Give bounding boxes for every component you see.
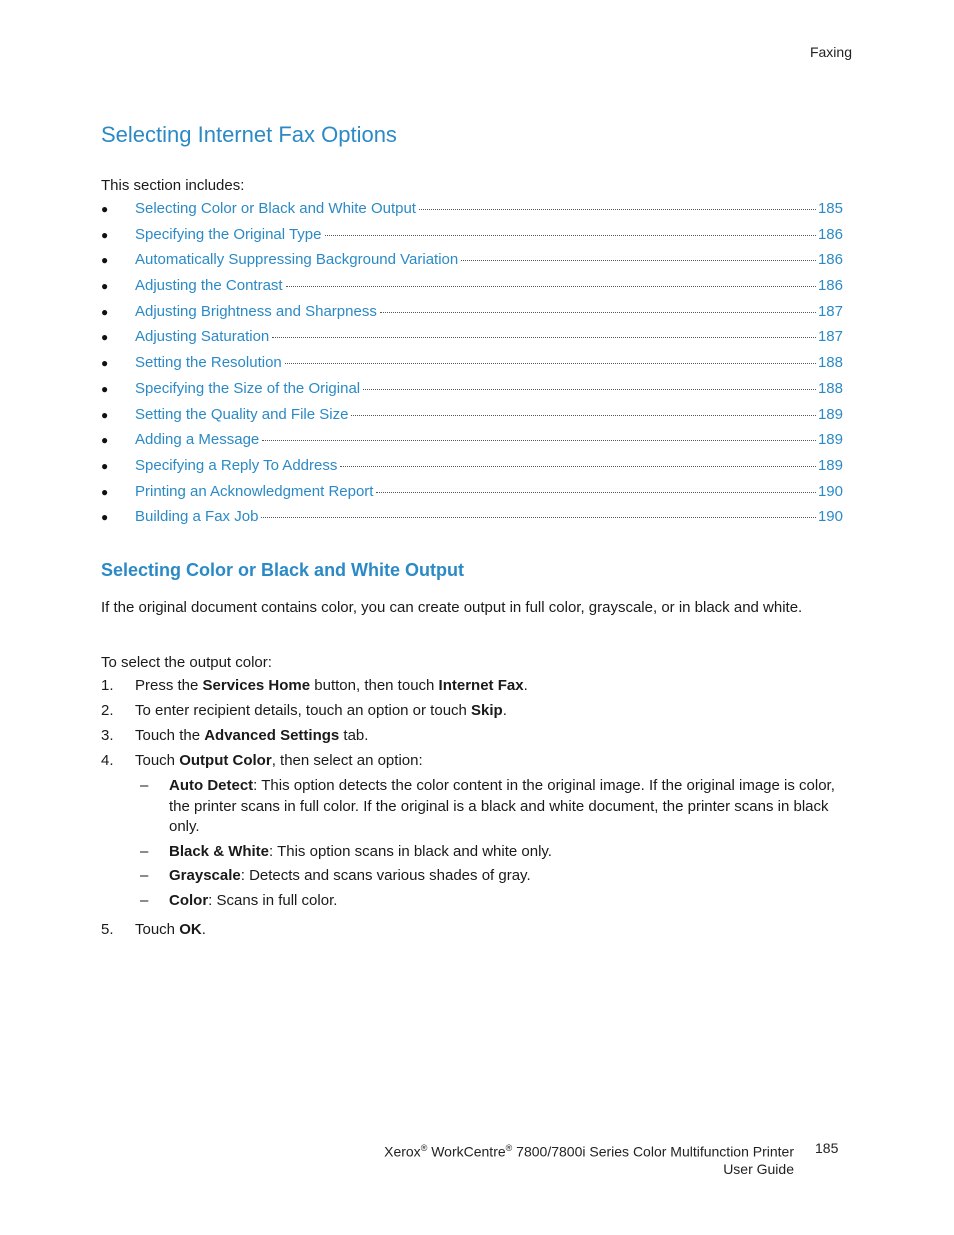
option-term: Auto Detect: [169, 777, 254, 794]
toc-link[interactable]: Adjusting Saturation: [135, 328, 270, 346]
option-item: – Black & White: This option scans in black and white only.: [135, 842, 843, 863]
toc-item[interactable]: [101, 277, 843, 303]
bullet-icon: ●: [101, 510, 109, 525]
bullet-icon: ●: [101, 458, 109, 473]
toc-page-number[interactable]: 186: [817, 251, 843, 269]
toc-leader-dots: [419, 209, 816, 210]
procedure-step: [101, 751, 843, 915]
toc-page-number[interactable]: 189: [817, 456, 843, 474]
ui-term: OK: [179, 921, 202, 938]
bullet-icon: ●: [101, 202, 109, 216]
table-of-contents: [101, 200, 843, 534]
toc-leader-dots: [351, 415, 816, 416]
ui-term: Skip: [471, 702, 503, 719]
section-intro: This section includes:: [101, 177, 245, 194]
step-number: 2.: [101, 702, 114, 719]
toc-item[interactable]: [101, 354, 843, 380]
toc-item[interactable]: [101, 328, 843, 354]
toc-page-number[interactable]: 186: [817, 225, 843, 243]
footer-product-line: Xerox® WorkCentre® 7800/7800i Series Color Multifunction Printer: [384, 1143, 794, 1160]
procedure-steps: [101, 676, 843, 945]
toc-page-number[interactable]: 187: [817, 328, 843, 346]
toc-page-number[interactable]: 188: [817, 379, 843, 397]
dash-icon: –: [140, 842, 149, 860]
toc-page-number[interactable]: 186: [817, 277, 843, 295]
ui-term: Services Home: [202, 677, 311, 694]
toc-link[interactable]: Specifying the Size of the Original: [135, 379, 361, 397]
toc-item[interactable]: [101, 406, 843, 432]
bullet-icon: ●: [101, 279, 109, 294]
dash-icon: –: [140, 777, 149, 794]
running-header: Faxing: [809, 44, 852, 60]
toc-page-number[interactable]: 185: [817, 200, 843, 217]
toc-page-number[interactable]: 190: [817, 482, 843, 500]
toc-leader-dots: [262, 440, 816, 441]
procedure-step: [101, 920, 843, 940]
toc-leader-dots: [340, 466, 816, 467]
toc-leader-dots: [376, 492, 815, 493]
toc-link[interactable]: Selecting Color or Black and White Output: [135, 200, 416, 217]
section-heading: Selecting Color or Black and White Output: [101, 560, 465, 580]
ui-term: Internet Fax: [438, 677, 524, 694]
body-paragraph: If the original document contains color, you can create output in full color, grayscale, or in black and white.: [101, 599, 803, 616]
toc-item[interactable]: [101, 200, 843, 226]
toc-item[interactable]: [101, 431, 843, 457]
toc-item[interactable]: [101, 380, 843, 406]
toc-page-number[interactable]: 190: [817, 508, 843, 526]
toc-link[interactable]: Building a Fax Job: [135, 508, 259, 526]
toc-link[interactable]: Automatically Suppressing Background Variation: [135, 251, 459, 269]
option-term: Grayscale: [169, 867, 241, 884]
page-footer: [384, 1140, 794, 1178]
bullet-icon: ●: [101, 484, 109, 499]
toc-item[interactable]: [101, 483, 843, 509]
step-number: 1.: [101, 677, 114, 694]
step-number: 4.: [101, 752, 114, 769]
toc-leader-dots: [272, 337, 816, 338]
toc-link[interactable]: Printing an Acknowledgment Report: [135, 482, 374, 500]
toc-page-number[interactable]: 189: [817, 431, 843, 449]
page-number: 185: [815, 1140, 839, 1156]
bullet-icon: ●: [101, 227, 109, 242]
step-text: Touch Output Color, then select an option: – Auto Detect: This option detects the color content in the original image. If the original image is color, the printer scans in full color. If the original is a black and white document, the printer scans in black only. – Black & White: This option scans in black and white only. – Grayscale: Detects and scans various shades of gray. – Color: Scans in full color.: [135, 751, 843, 915]
toc-link[interactable]: Adding a Message: [135, 431, 260, 449]
toc-leader-dots: [285, 363, 816, 364]
toc-item[interactable]: [101, 303, 843, 329]
ui-term: Advanced Settings: [204, 727, 340, 744]
toc-page-number[interactable]: 187: [817, 302, 843, 320]
toc-link[interactable]: Adjusting Brightness and Sharpness: [135, 302, 377, 320]
ui-term: Output Color: [179, 752, 272, 769]
bullet-icon: ●: [101, 304, 109, 319]
dash-icon: –: [140, 891, 149, 909]
toc-link[interactable]: Adjusting the Contrast: [135, 277, 283, 295]
toc-link[interactable]: Specifying a Reply To Address: [135, 456, 338, 474]
toc-leader-dots: [325, 235, 816, 236]
procedure-step: [101, 676, 843, 696]
toc-leader-dots: [461, 260, 816, 261]
page-title: Selecting Internet Fax Options: [101, 122, 397, 147]
toc-leader-dots: [363, 389, 816, 390]
option-term: Color: [169, 891, 209, 909]
procedure-step: [101, 701, 843, 721]
step-number: 3.: [101, 727, 114, 744]
option-list: [135, 776, 843, 911]
toc-page-number[interactable]: 189: [817, 405, 843, 423]
toc-page-number[interactable]: 188: [817, 354, 843, 372]
step-text: To enter recipient details, touch an option or touch Skip.: [135, 702, 507, 719]
option-item: – Color: Scans in full color.: [135, 891, 843, 912]
toc-item[interactable]: [101, 508, 843, 534]
step-text: Press the Services Home button, then touch Internet Fax.: [135, 677, 528, 694]
toc-link[interactable]: Specifying the Original Type: [135, 225, 322, 243]
toc-item[interactable]: [101, 251, 843, 277]
body-paragraph: To select the output color:: [101, 654, 272, 671]
bullet-icon: ●: [101, 381, 109, 396]
bullet-icon: ●: [101, 356, 109, 371]
toc-leader-dots: [261, 517, 816, 518]
bullet-icon: ●: [101, 330, 109, 345]
procedure-step: [101, 726, 843, 746]
bullet-icon: ●: [101, 407, 109, 422]
step-text: Touch OK.: [135, 921, 206, 938]
bullet-icon: ●: [101, 253, 109, 268]
toc-item[interactable]: [101, 457, 843, 483]
toc-item[interactable]: [101, 226, 843, 252]
toc-leader-dots: [286, 286, 816, 287]
bullet-icon: ●: [101, 433, 109, 448]
dash-icon: –: [140, 867, 149, 884]
step-text: Touch the Advanced Settings tab.: [135, 727, 369, 744]
toc-link[interactable]: Setting the Resolution: [135, 354, 282, 372]
toc-link[interactable]: Setting the Quality and File Size: [135, 405, 349, 423]
step-number: 5.: [101, 921, 114, 938]
option-item: – Auto Detect: This option detects the color content in the original image. If the original image is color, the printer scans in full color. If the original is a black and white document, the printer scans in black only.: [135, 776, 843, 838]
option-term: Black & White: [169, 842, 270, 860]
option-item: – Grayscale: Detects and scans various shades of gray.: [135, 866, 843, 887]
toc-leader-dots: [380, 312, 816, 313]
footer-guide-label: User Guide: [723, 1160, 794, 1177]
